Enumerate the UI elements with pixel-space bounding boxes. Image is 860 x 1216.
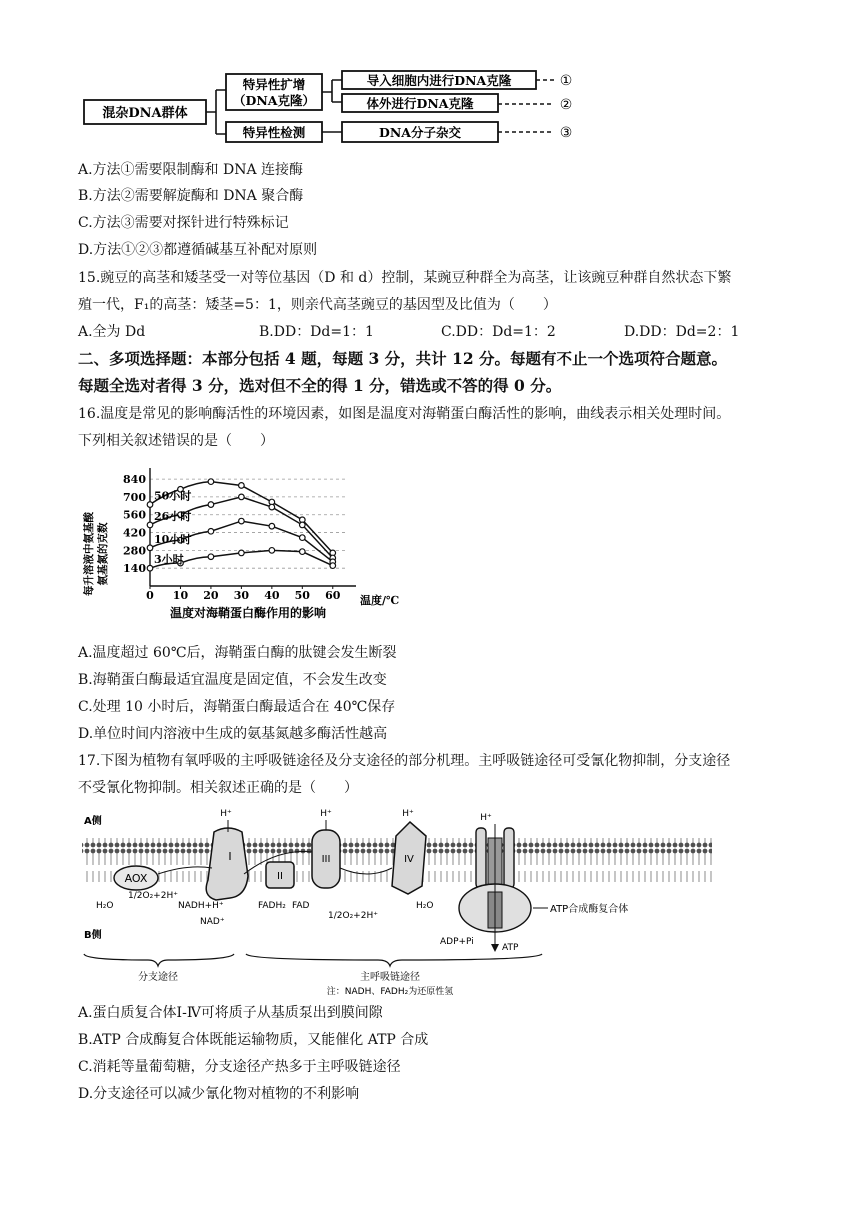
chart-point <box>269 504 275 510</box>
chart-point <box>239 550 245 556</box>
chart-point <box>147 565 153 571</box>
chart-ytick-label: 840 <box>123 473 146 487</box>
method1-label: 导入细胞内进行DNA克隆 <box>366 73 512 88</box>
q15-option-d: D.DD：Dd=2：1 <box>624 324 740 340</box>
chart-point <box>147 502 153 508</box>
atp-label: ATP <box>502 943 519 953</box>
q14-option-a: A.方法①需要限制酶和 DNA 连接酶 <box>78 162 304 178</box>
q16-option-d: D.单位时间内溶液中生成的氨基氮越多酶活性越高 <box>78 726 388 742</box>
chart-series-line <box>150 497 333 558</box>
h2o-left: H₂O <box>96 901 114 911</box>
q14-option-c: C.方法③需要对探针进行特殊标记 <box>78 215 289 231</box>
chart-point <box>239 483 245 489</box>
q16-stem-line1: 16.温度是常见的影响酶活性的环境因素，如图是温度对海鞘蛋白酶活性的影响，曲线表示相关处理时间。 <box>78 406 731 422</box>
chart-ytick-label: 700 <box>123 490 146 504</box>
main-pathway-label: 主呼吸链途径 <box>360 972 420 983</box>
aox-label: AOX <box>124 872 148 885</box>
q14-option-b: B.方法②需要解旋酶和 DNA 聚合酶 <box>78 188 304 204</box>
chart-point <box>239 518 245 524</box>
chart-point <box>208 528 214 534</box>
h-proton-2: H⁺ <box>320 809 332 819</box>
h-proton-1: H⁺ <box>220 809 232 819</box>
marker-3: ③ <box>559 125 573 141</box>
amplify-label-1: 特异性扩增 <box>242 77 306 92</box>
section2-header-line2: 每题全选对者得 3 分，选对但不全的得 1 分，错选或不答的得 0 分。 <box>78 376 562 395</box>
q16-option-b: B.海鞘蛋白酶最适宜温度是固定值，不会发生改变 <box>78 672 387 688</box>
chart-ylabel-line1: 每升溶液中氨基酸 <box>83 512 95 596</box>
chart-point <box>239 494 245 500</box>
q17-stem-line1: 17.下图为植物有氧呼吸的主呼吸链途径及分支途径的部分机理。主呼吸链途径可受氰化物抑制，分支途径 <box>78 753 731 769</box>
fadh2-label: FADH₂ <box>258 901 286 911</box>
chart-point <box>147 522 153 528</box>
q17-stem-line2: 不受氰化物抑制。相关叙述正确的是（ ） <box>78 780 358 796</box>
complex-i-label: I <box>228 850 232 863</box>
chart-point <box>208 502 214 508</box>
q15-option-b: B.DD：Dd=1：1 <box>259 324 374 340</box>
fad-label: FAD <box>292 901 310 911</box>
atp-synthase-stalk-right <box>504 828 514 888</box>
chart-xtick-label: 10 <box>172 589 189 602</box>
chart-point <box>300 535 306 541</box>
chart-point <box>147 545 153 551</box>
side-b-label: B侧 <box>84 930 102 941</box>
section2-header-line1: 二、多项选择题：本部分包括 4 题，每题 3 分，共计 12 分。每题有不止一个选项符合题意。 <box>78 349 728 368</box>
chart-point <box>330 563 336 569</box>
complex-ii-label: II <box>277 871 283 882</box>
chart-xtick-label: 0 <box>146 589 154 602</box>
atp-synthase-stalk-left <box>476 828 486 888</box>
q16-option-c: C.处理 10 小时后，海鞘蛋白酶最适合在 40℃保存 <box>78 699 396 715</box>
side-a-label: A侧 <box>84 816 102 827</box>
complex-i <box>206 828 248 900</box>
chart-ytick-label: 420 <box>123 526 146 540</box>
nad-label: NAD⁺ <box>200 917 225 927</box>
q15-stem-line2: 殖一代，F₁的高茎：矮茎=5：1，则亲代高茎豌豆的基因型及比值为（ ） <box>78 297 557 313</box>
q15-option-c: C.DD：Dd=1：2 <box>441 324 556 340</box>
chart-ylabel-line2: 氨基氮的克数 <box>97 522 109 586</box>
detect-label: 特异性检测 <box>242 125 306 140</box>
chart-title: 温度对海鞘蛋白酶作用的影响 <box>169 606 327 620</box>
method2-label: 体外进行DNA克隆 <box>366 96 474 111</box>
note-label: 注：NADH、FADH₂为还原性氢 <box>326 987 454 996</box>
q17-option-c: C.消耗等量葡萄糖，分支途径产热多于主呼吸链途径 <box>78 1059 401 1075</box>
marker-2: ② <box>559 97 573 113</box>
q15-stem-line1: 15.豌豆的高茎和矮茎受一对等位基因（D 和 d）控制，某豌豆种群全为高茎，让该豌豆种群自然状态下繁 <box>78 270 732 286</box>
chart-point <box>269 523 275 529</box>
chart-ytick-label: 140 <box>123 562 146 576</box>
chart-xtick-label: 60 <box>325 589 341 602</box>
chart-point <box>269 548 275 554</box>
dna-clone-flow-diagram <box>80 68 600 150</box>
q16-stem-line2: 下列相关叙述错误的是（ ） <box>78 433 274 449</box>
complex-iii-label: III <box>321 854 331 865</box>
q16-option-a: A.温度超过 60℃后，海鞘蛋白酶的肽键会发生断裂 <box>78 645 397 661</box>
q14-option-d: D.方法①②③都遵循碱基互补配对原则 <box>78 242 318 258</box>
q17-option-b: B.ATP 合成酶复合体既能运输物质，又能催化 ATP 合成 <box>78 1032 429 1048</box>
complex-iv-label: IV <box>404 854 414 865</box>
chart-xtick-label: 30 <box>233 589 250 602</box>
o2-right: 1/2O₂+2H⁺ <box>328 911 378 921</box>
adp-label: ADP+Pi <box>440 937 474 947</box>
marker-1: ① <box>559 73 573 89</box>
q15-option-a: A.全为 Dd <box>78 324 146 340</box>
q17-option-d: D.分支途径可以减少氰化物对植物的不利影响 <box>78 1086 360 1102</box>
nadh-label: NADH+H⁺ <box>178 901 224 911</box>
chart-ytick-label: 280 <box>123 544 146 558</box>
chart-ytick-label: 560 <box>123 508 146 522</box>
amplify-label-2: （DNA克隆） <box>233 93 315 108</box>
root-label: 混杂DNA群体 <box>102 106 188 121</box>
chart-xtick-label: 20 <box>203 589 219 602</box>
chart-series-label: 50小时 <box>154 489 192 503</box>
respiratory-chain-diagram <box>78 808 718 996</box>
chart-series-label: 3小时 <box>154 553 184 567</box>
chart-series-label: 26小时 <box>154 509 192 523</box>
h-proton-3: H⁺ <box>402 809 414 819</box>
chart-point <box>208 479 214 485</box>
chart-point <box>208 554 214 560</box>
chart-series-label: 10小时 <box>154 532 192 546</box>
branch-pathway-label: 分支途径 <box>138 972 178 983</box>
chart-xtick-label: 50 <box>294 589 310 602</box>
chart-point <box>300 522 306 528</box>
atp-complex-label: ATP合成酶复合体 <box>550 904 629 915</box>
h-proton-4: H⁺ <box>480 813 492 823</box>
method3-label: DNA分子杂交 <box>379 125 461 140</box>
q17-option-a: A.蛋白质复合体Ⅰ-Ⅳ可将质子从基质泵出到膜间隙 <box>78 1005 383 1021</box>
chart-point <box>300 549 306 555</box>
h2o-right: H₂O <box>416 901 434 911</box>
enzyme-temperature-chart <box>78 464 418 624</box>
chart-xtick-label: 40 <box>264 589 280 602</box>
chart-xlabel: 温度/℃ <box>360 594 400 607</box>
o2-left: 1/2O₂+2H⁺ <box>128 891 178 901</box>
